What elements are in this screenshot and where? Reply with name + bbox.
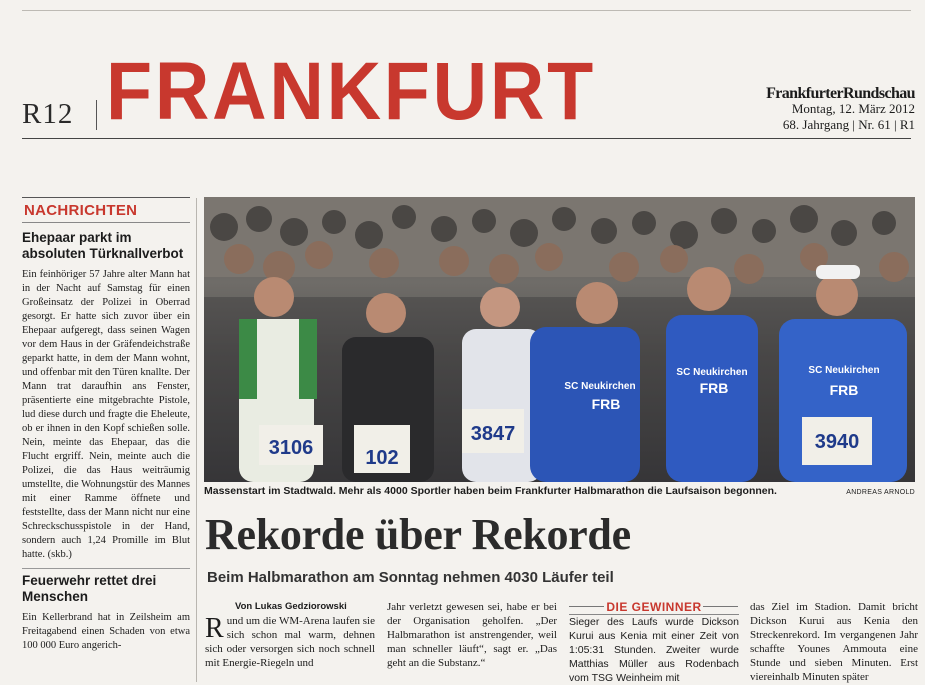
- article-text: und um die WM-Arena laufen sie sich schon mal warm, dehnen sich oder versorgen sich noch schnell mit Energie-Riegeln und: [205, 615, 375, 669]
- club-label: SC Neukirchen: [808, 365, 880, 376]
- article-headline: Rekorde über Rekorde: [205, 510, 631, 559]
- winners-box: [569, 600, 739, 685]
- column-divider: [196, 198, 197, 682]
- drop-cap: R: [205, 613, 224, 644]
- masthead-separator: [96, 100, 97, 130]
- sidebar-story-body: Ein feinhöriger 57 Jahre alter Mann hat in der Nacht auf Samstag für einen Großeinsatz der Polizei in Oberrad gesorgt. Er hatte sich zuvor über ein Ehepaar aufgeregt, dass seinen Wagen vor dem Haus in der Gräfendeichstraße geparkt hatte, in dem der Mann wohnt, und offenbar mit den Türen knallte. Der Mann trat daraufhin ans Fenster, präsentierte eine mitgebrachte Pistole, lud diese durch und fragte die Eheleute, ob er ihnen in den Kopf schießen solle. Nein, meinte das Ehepaar, das die Flucht ergriff. Nein, meinte auch die Polizei, die das Haus weiträumig umstellte, die Wohnungstür des Mannes mit einer Ramme öffnete und feststellte, dass der Mann nicht nur eine Schreckschusspistole in der Hand, sondern auch 1,24 Promille im Blut hatte. (skb.): [22, 269, 190, 560]
- article-column-4: [750, 600, 918, 684]
- sidebar-header: NACHRICHTEN: [22, 197, 190, 223]
- publication-date: Montag, 12. März 2012: [791, 101, 915, 116]
- bib-number: 3940: [814, 431, 860, 453]
- news-sidebar: [22, 197, 190, 653]
- club-label: SC Neukirchen: [564, 381, 636, 392]
- article-byline: Von Lukas Gedziorowski: [235, 601, 347, 612]
- section-title: FRANKFURT: [106, 46, 596, 137]
- club-label: SC Neukirchen: [676, 367, 748, 378]
- photo-caption: Massenstart im Stadtwald. Mehr als 4000 Sportler haben beim Frankfurter Halbmarathon die Laufsaison begonnen.: [204, 485, 777, 497]
- sponsor-logo: FRB: [829, 382, 859, 398]
- winners-text: Sieger des Laufs wurde Dickson Kurui aus Kenia mit einer Zeit von 1:05:31 Stunden. Zweiter wurde Matthias Müller aus Rodenbach vom TSG Weinheim mit: [569, 616, 739, 684]
- crowd-illustration: [204, 197, 915, 482]
- masthead-rule: [22, 138, 911, 139]
- photo-credit: ANDREAS ARNOLD: [846, 489, 915, 496]
- bib-number: 102: [365, 447, 399, 469]
- article-subheadline: Beim Halbmarathon am Sonntag nehmen 4030 Läufer teil: [207, 569, 614, 586]
- sidebar-story-title: Ehepaar parkt im absoluten Türknallverbot: [22, 230, 184, 261]
- marathon-photo: [204, 197, 915, 482]
- issue-info: 68. Jahrgang | Nr. 61 | R1: [782, 117, 915, 132]
- article-column-2: [387, 600, 557, 670]
- article-text: Jahr verletzt gewesen sei, habe er bei der Organisation geholfen. „Der Halbmarathon ist anstrengender, weil man schneller läuft“, sagt er. „Das geht an die Substanz.“: [387, 601, 557, 669]
- winners-header: DIE GEWINNER: [569, 600, 739, 615]
- publication-name: FrankfurterRundschau: [766, 85, 915, 102]
- bib-number: 3847: [470, 423, 516, 445]
- page-number: R12: [22, 98, 74, 130]
- sidebar-story-body: Ein Kellerbrand hat in Zeilsheim am Freitagabend einen Schaden von etwa 100 000 Euro angerich-: [22, 612, 190, 651]
- article-text: das Ziel im Stadion. Damit bricht Dickson Kurui aus Kenia den Streckenrekord. Im vergangenen Jahr schaffte Younes Ammouta eine Stunde und sieben Minuten. Erst viereinhalb Minuten später: [750, 601, 918, 683]
- sponsor-logo: FRB: [591, 396, 621, 412]
- top-rule: [22, 10, 911, 11]
- article-column-1: [205, 600, 375, 670]
- sidebar-story-title: Feuerwehr rettet drei Menschen: [22, 568, 190, 605]
- bib-number: 3106: [268, 437, 314, 459]
- sponsor-logo: FRB: [699, 380, 729, 396]
